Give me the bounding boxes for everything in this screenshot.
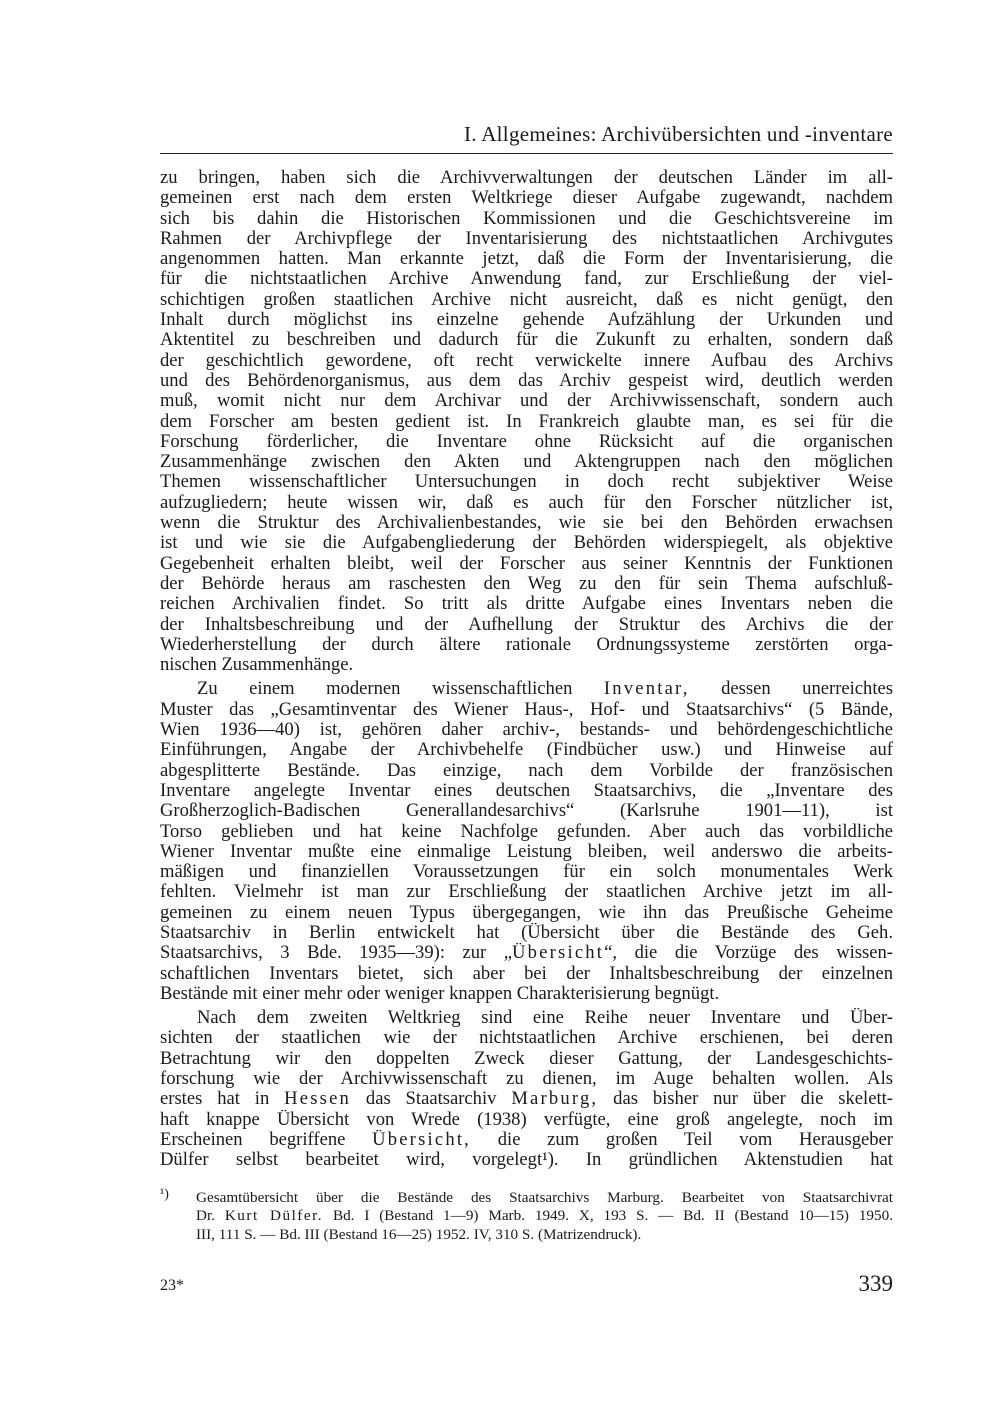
header-rule	[160, 153, 893, 154]
p2a-line: Staatsarchiv in Berlin entwickelt hat (Übersicht über die Bestände des Geh.	[160, 922, 893, 943]
p2a-line: Einführungen, Angabe der Archivbehelfe (Findbücher usw.) und Hinweise auf	[160, 740, 893, 761]
text-run: erstes hat in	[160, 1089, 270, 1110]
page-number: 339	[858, 1271, 893, 1296]
p1-line: Wiederherstellung der durch ältere rationale Ordnungssysteme zerstörten orga-	[160, 634, 893, 655]
footnote-line: III, 111 S. — Bd. III (Bestand 16—25) 1952. IV, 310 S. (Matrizendruck).	[196, 1225, 642, 1243]
p2a-line: fehlten. Vielmehr ist man zur Erschließung der staatlichen Archive jetzt im all-	[160, 882, 893, 903]
text-run: das Staatsarchiv	[365, 1089, 497, 1110]
p2b-line: Bestände mit einer mehr oder weniger knappen Charakterisierung begnügt.	[160, 983, 720, 1004]
spaced-term: Inventar,	[603, 679, 690, 700]
p2a-line: abgesplitterte Bestände. Das einzige, nach dem Vorbilde der französischen	[160, 760, 893, 781]
p1-line: für die nichtstaatlichen Archive Anwendung fand, zur Erschließung der viel-	[160, 269, 893, 290]
spaced-term: Hessen	[284, 1089, 352, 1110]
spaced-term: Kurt Dülfer.	[224, 1207, 324, 1225]
p3a-line: sichten der staatlichen wie der nichtstaatlichen Archive erschienen, bei deren	[160, 1028, 893, 1049]
text-run: das bisher nur über die skelett-	[613, 1089, 893, 1110]
p1-line: reichen Archivalien findet. So tritt als dritte Aufgabe eines Inventars neben die	[160, 594, 893, 615]
footnote-1	[196, 1189, 893, 1244]
p1-line: gemeinen erst nach dem ersten Weltkriege dieser Aufgabe zugewandt, nachdem	[160, 188, 893, 209]
p2a-line: Muster das „Gesamtinventar des Wiener Haus-, Hof- und Staatsarchivs“ (5 Bände,	[160, 699, 893, 720]
paragraph-2-line	[160, 679, 893, 699]
p1-line: Zusammenhänge zwischen den Akten und Aktengruppen nach den möglichen	[160, 452, 893, 473]
paragraph-3-line: haft knappe Übersicht von Wrede (1938) verfügte, eine groß angelegte, noch im	[160, 1109, 893, 1130]
p1-line: und des Behördenorganismus, aus dem das Archiv gespeist wird, deutlich werden	[160, 370, 893, 391]
p2a-line: mäßigen und finanziellen Voraussetzungen für ein solch monumentales Werk	[160, 862, 893, 883]
footnote-line: Gesamtübersicht über die Bestände des Staatsarchivs Marburg. Bearbeitet von Staatsarchivrat	[196, 1189, 893, 1206]
p1-line: Inhalt durch möglichst ins einzelne gehende Aufzählung der Urkunden und	[160, 310, 893, 331]
p1-line: angenommen hatten. Man erkannte jetzt, daß die Form der Inventarisierung, die	[160, 249, 893, 270]
p1-line: sich bis dahin die Historischen Kommissionen und die Geschichtsvereine im	[160, 208, 893, 229]
p1-line: muß, womit nicht nur dem Archivar und der Archivwissenschaft, sondern auch	[160, 391, 893, 412]
p1-line: wenn die Struktur des Archivalienbestandes, wie sie bei den Behörden erwachsen	[160, 513, 893, 534]
text-run: dessen unerreichtes	[721, 679, 893, 700]
p1-line: schichtigen großen staatlichen Archive nicht ausreicht, daß es nicht genügt, den	[160, 289, 893, 310]
footnotes	[160, 1189, 893, 1244]
paragraph-3	[160, 1008, 893, 1170]
p2a-line: Wien 1936—40) ist, gehören daher archiv-, bestands- und behördengeschichtliche	[160, 720, 893, 741]
footnote-marker: ¹)	[160, 1187, 169, 1202]
p2a-line: Großherzoglich-Badischen Generallandesarchivs“ (Karlsruhe 1901—11), ist	[160, 801, 893, 822]
paragraph-3-line	[160, 1089, 893, 1109]
text-run: Staatsarchivs, 3 Bde. 1935—39): zur „	[160, 943, 513, 964]
paragraph-3-line	[160, 1130, 893, 1150]
footnote-line	[196, 1207, 893, 1225]
p1-line: zu bringen, haben sich die Archivverwaltungen der deutschen Länder im all-	[160, 168, 893, 188]
spaced-term: Marburg,	[511, 1089, 599, 1110]
p1-line: Themen wissenschaftlicher Untersuchungen in doch recht subjektiver Weise	[160, 472, 893, 493]
p2a-line: Torso geblieben und hat keine Nachfolge gefunden. Aber auch das vorbildliche	[160, 821, 893, 842]
paragraph-2-line	[160, 943, 893, 963]
text-run: Erscheinen begriffene	[160, 1129, 346, 1150]
p1-line: nischen Zusammenhänge.	[160, 655, 354, 676]
p1-line: aufzugliedern; heute wissen wir, daß es auch für den Forscher nützlicher ist,	[160, 492, 893, 513]
paragraph-2-block-b	[160, 964, 893, 1005]
p3a-line: Nach dem zweiten Weltkrieg sind eine Reihe neuer Inventare und Über-	[197, 1008, 893, 1029]
printer-signature: 23*	[160, 1277, 184, 1294]
text-run: Zu einem modernen wissenschaftlichen	[197, 679, 573, 700]
p1-line: Forschung förderlicher, die Inventare ohne Rücksicht auf die organischen	[160, 431, 893, 452]
paragraph-3-line: Dülfer selbst bearbeitet wird, vorgelegt¹). In gründlichen Aktenstudien hat	[160, 1150, 893, 1171]
p1-line: Aktentitel zu beschreiben und dadurch für die Zukunft zu erhalten, sondern daß	[160, 330, 893, 351]
spaced-term: Übersicht,	[372, 1129, 472, 1150]
text-run: die zum großen Teil vom Herausgeber	[497, 1129, 893, 1150]
p3a-line: Betrachtung wir den doppelten Zweck dieser Gattung, der Landesgeschichts-	[160, 1048, 893, 1069]
text-run: Dr.	[196, 1207, 225, 1225]
paragraph-2	[160, 679, 893, 1004]
p1-line: Rahmen der Archivpflege der Inventarisierung des nichtstaatlichen Archivgutes	[160, 228, 893, 249]
p2a-line: gemeinen zu einem neuen Typus übergegangen, wie ihn das Preußische Geheime	[160, 902, 893, 923]
p2b-line: schaftlichen Inventars bietet, sich aber bei der Inhaltsbeschreibung der einzelnen	[160, 963, 893, 984]
p1-line: Gegebenheit erhalten bleibt, weil der Forscher aus seiner Kenntnis der Funktionen	[160, 553, 893, 574]
p1-line: ist und wie sie die Aufgabengliederung der Behörden widerspiegelt, als objektive	[160, 533, 893, 554]
p2a-line: Inventare angelegte Inventar eines deutschen Staatsarchivs, die „Inventare des	[160, 780, 893, 801]
paragraph-3-block-a	[160, 1008, 893, 1089]
p1-line: der Inhaltsbeschreibung und der Aufhellung der Struktur des Archivs die der	[160, 614, 893, 635]
spaced-term: Übersicht	[512, 943, 605, 964]
body-text	[160, 168, 893, 1171]
text-run: “, die die Vorzüge des wissen-	[604, 943, 893, 964]
p1-line: der geschichtlich gewordene, oft recht verwickelte innere Aufbau des Archivs	[160, 350, 893, 371]
p2a-line: Wiener Inventar mußte eine einmalige Leistung bleiben, weil anderswo die arbeits-	[160, 841, 893, 862]
p1-line: der Behörde heraus am raschesten den Weg zu den für sein Thema aufschluß-	[160, 573, 893, 594]
text-run: Bd. I (Bestand 1—9) Marb. 1949. X, 193 S. — Bd. II (Bestand 10—15) 1950.	[323, 1207, 893, 1225]
running-header: I. Allgemeines: Archivübersichten und -inventare	[463, 122, 893, 146]
paragraph-2-block-a	[160, 700, 893, 944]
p3a-line: forschung wie der Archivwissenschaft zu dienen, im Auge behalten wollen. Als	[160, 1069, 893, 1090]
paragraph-1	[160, 168, 893, 675]
p1-line: dem Forscher am besten gedient ist. In Frankreich glaubte man, es sei für die	[160, 411, 893, 432]
